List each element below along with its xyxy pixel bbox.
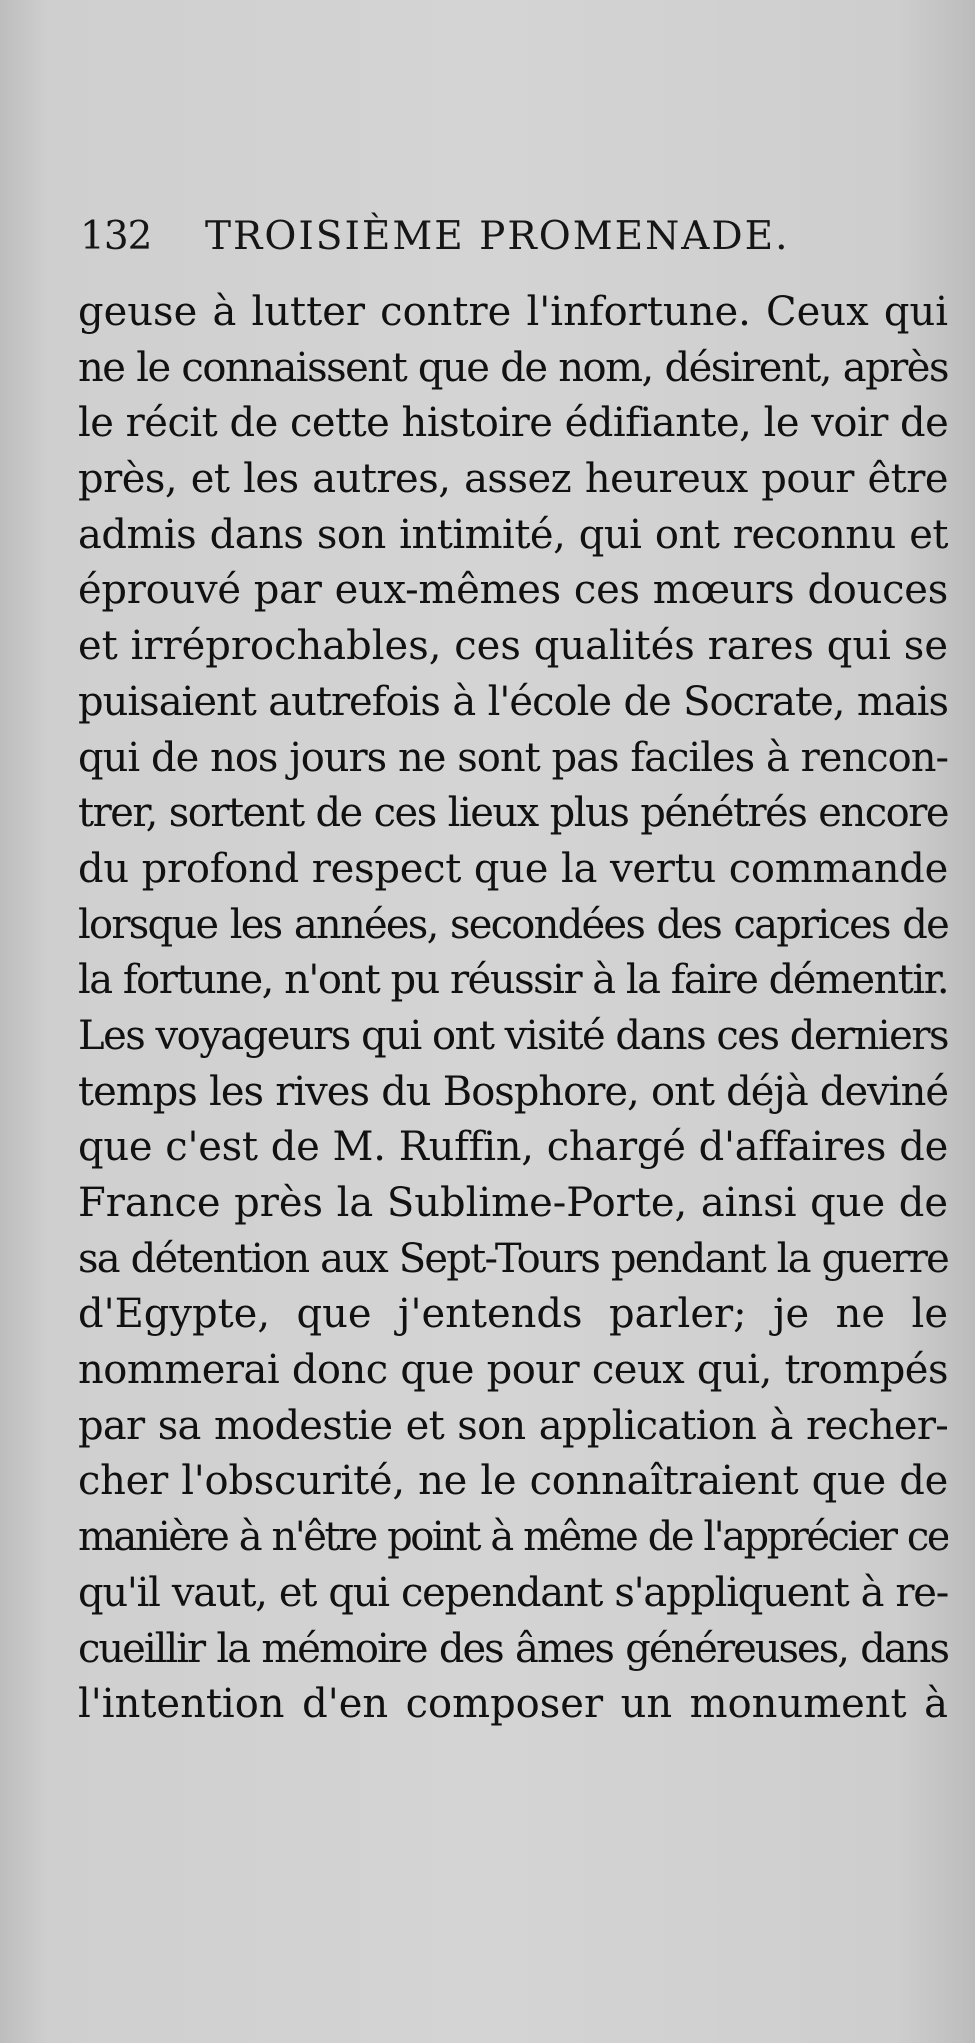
text-line: Les voyageurs qui ont visité dans ces derniers [78,1012,948,1059]
text-line: l'intention d'en composer un monument à [78,1681,948,1728]
running-head-title: TROISIÈME PROMENADE. [205,214,790,259]
text-line: trer, sortent de ces lieux plus pénétrés encore [78,790,948,837]
page-number: 132 [80,214,152,259]
text-line: que c'est de M. Ruffin, chargé d'affaires de [78,1124,948,1171]
text-line: d'Egypte, que j'entends parler; je ne le [78,1291,948,1338]
text-line: manière à n'être point à même de l'apprécier ce [78,1514,948,1561]
text-line: le récit de cette histoire édifiante, le voir de [78,400,948,447]
text-line: France près la Sublime-Porte, ainsi que de [78,1180,948,1226]
text-line: qu'il vaut, et qui cependant s'appliquent à re- [78,1569,948,1616]
text-line: cher l'obscurité, ne le connaîtraient que de [78,1458,948,1505]
text-line: et irréprochables, ces qualités rares qui se [78,623,948,670]
text-line: lorsque les années, secondées des caprices de [78,901,948,948]
body-text [78,285,948,1733]
text-line: puisaient autrefois à l'école de Socrate, mais [78,678,948,725]
running-head [80,214,900,270]
text-line: temps les rives du Bosphore, ont déjà deviné [78,1068,948,1115]
text-line: nommerai donc que pour ceux qui, trompés [78,1347,948,1394]
text-line: ne le connaissent que de nom, désirent, après [78,344,948,391]
text-line: geuse à lutter contre l'infortune. Ceux qui [78,289,948,335]
text-line: par sa modestie et son application à recher- [78,1402,948,1449]
text-line: qui de nos jours ne sont pas faciles à rencon- [78,734,948,781]
text-line: près, et les autres, assez heureux pour être [78,456,948,503]
text-line: cueillir la mémoire des âmes généreuses, dans [78,1625,948,1672]
text-line: sa détention aux Sept-Tours pendant la guerre [78,1235,948,1282]
text-line: admis dans son intimité, qui ont reconnu et [78,511,948,558]
text-line: la fortune, n'ont pu réussir à la faire démentir. [78,957,948,1004]
text-line: du profond respect que la vertu commande [78,845,948,892]
text-line: éprouvé par eux-mêmes ces mœurs douces [78,567,948,614]
